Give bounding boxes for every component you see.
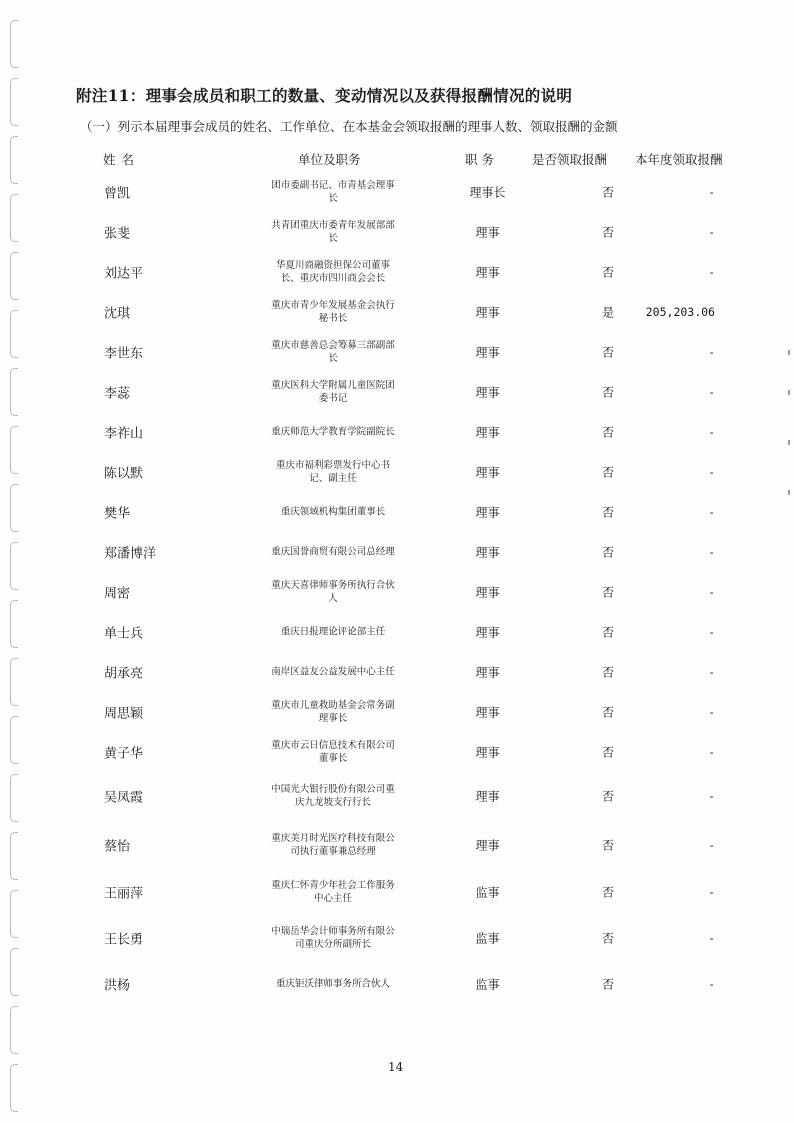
member-position: 理事	[475, 665, 500, 680]
member-unit: 重庆钜沃律师事务所合伙人	[275, 978, 390, 990]
member-amount: -	[708, 345, 715, 359]
member-unit: 共青团重庆市委青年发展部部长	[271, 220, 395, 244]
member-amount: -	[708, 838, 715, 852]
member-unit: 重庆日报理论评论部主任	[280, 626, 386, 638]
member-name: 李祚山	[104, 426, 144, 442]
member-position: 监事	[475, 931, 500, 946]
table-row	[0, 870, 794, 914]
member-name: 黄子华	[104, 746, 144, 762]
page-number: 14	[388, 1060, 404, 1074]
member-name: 张斐	[104, 226, 131, 242]
table-row	[0, 692, 794, 732]
member-amount: -	[708, 745, 715, 759]
member-position: 监事	[475, 977, 500, 992]
table-row	[0, 172, 794, 212]
member-unit: 重庆市青少年发展基金会执行秘书长	[271, 300, 395, 324]
member-position: 理事	[475, 545, 500, 560]
member-paid: 否	[601, 625, 614, 640]
member-position: 理事	[475, 745, 500, 760]
table-row	[0, 412, 794, 452]
member-name: 王丽萍	[104, 886, 144, 902]
table-row	[0, 612, 794, 652]
member-amount: 205,203.06	[645, 305, 715, 319]
table-row	[0, 332, 794, 372]
table-row	[0, 962, 794, 1006]
member-paid: 否	[601, 465, 614, 480]
header-name: 姓名	[103, 152, 141, 167]
member-position: 理事	[475, 705, 500, 720]
member-paid: 否	[601, 745, 614, 760]
member-amount: -	[708, 465, 715, 479]
member-position: 理事	[475, 838, 500, 853]
member-position: 理事	[475, 225, 500, 240]
member-paid: 否	[601, 838, 614, 853]
member-paid: 否	[601, 977, 614, 992]
member-name: 李世东	[104, 346, 144, 362]
member-name: 樊华	[104, 506, 131, 522]
note-subtitle: （一）列示本届理事会成员的姓名、工作单位、在本基金会领取报酬的理事人数、领取报酬的金额	[80, 119, 618, 134]
member-paid: 否	[601, 265, 614, 280]
member-paid: 否	[601, 505, 614, 520]
table-row	[0, 292, 794, 332]
member-position: 理事	[475, 789, 500, 804]
member-position: 理事	[475, 345, 500, 360]
member-name: 郑潘博洋	[104, 546, 157, 562]
member-paid: 否	[601, 185, 614, 200]
member-unit: 重庆医科大学附属儿童医院团委书记	[271, 380, 395, 404]
member-position: 理事	[475, 425, 500, 440]
member-unit: 重庆市云日信息技术有限公司董事长	[271, 740, 395, 764]
member-position: 理事	[475, 625, 500, 640]
member-amount: -	[708, 625, 715, 639]
member-paid: 否	[601, 789, 614, 804]
member-name: 陈以默	[104, 466, 144, 482]
table-row	[0, 772, 794, 820]
member-position: 理事	[475, 505, 500, 520]
member-position: 理事	[475, 385, 500, 400]
member-amount: -	[708, 705, 715, 719]
member-unit: 华夏川商融资担保公司董事长、重庆市四川商会会长	[275, 260, 390, 284]
member-amount: -	[708, 185, 715, 199]
member-name: 单士兵	[104, 626, 144, 642]
member-position: 理事	[475, 465, 500, 480]
member-name: 洪杨	[104, 978, 131, 994]
table-row	[0, 252, 794, 292]
member-amount: -	[708, 385, 715, 399]
member-unit: 重庆国誉商贸有限公司总经理	[271, 546, 395, 558]
member-position: 理事	[475, 585, 500, 600]
table-row	[0, 452, 794, 492]
member-paid: 否	[601, 345, 614, 360]
member-unit: 重庆市慈善总会筹募三部副部长	[271, 340, 395, 364]
member-unit: 重庆仁怀青少年社会工作服务中心主任	[271, 880, 395, 904]
header-amount: 本年度领取报酬	[635, 152, 723, 167]
member-unit: 重庆市儿童救助基金会常务副理事长	[271, 700, 395, 724]
member-paid: 是	[601, 305, 614, 320]
member-amount: -	[708, 789, 715, 803]
member-paid: 否	[601, 665, 614, 680]
member-name: 沈琪	[104, 306, 131, 322]
member-name: 周思颖	[104, 706, 144, 722]
member-unit: 重庆美月时光医疗科技有限公司执行董事兼总经理	[271, 833, 395, 857]
member-unit: 团市委副书记、市青基会理事长	[271, 180, 395, 204]
table-row	[0, 492, 794, 532]
member-unit: 重庆天喜律师事务所执行合伙人	[271, 580, 395, 604]
member-amount: -	[708, 665, 715, 679]
header-unit: 单位及职务	[298, 152, 361, 167]
member-amount: -	[708, 545, 715, 559]
member-name: 吴凤霞	[104, 790, 144, 806]
table-row	[0, 532, 794, 572]
member-unit: 中瑞岳华会计师事务所有限公司重庆分所副所长	[271, 926, 395, 950]
member-paid: 否	[601, 931, 614, 946]
member-position: 理事长	[469, 185, 506, 200]
member-name: 胡承亮	[104, 666, 144, 682]
header-paid: 是否领取报酬	[532, 152, 608, 167]
member-amount: -	[708, 977, 715, 991]
member-position: 理事	[475, 265, 500, 280]
member-amount: -	[708, 425, 715, 439]
member-amount: -	[708, 585, 715, 599]
member-amount: -	[708, 931, 715, 945]
member-paid: 否	[601, 545, 614, 560]
table-row	[0, 914, 794, 962]
member-position: 理事	[475, 305, 500, 320]
member-paid: 否	[601, 385, 614, 400]
member-name: 王长勇	[104, 932, 144, 948]
member-amount: -	[708, 505, 715, 519]
member-amount: -	[708, 225, 715, 239]
table-row	[0, 820, 794, 870]
member-paid: 否	[601, 885, 614, 900]
note-title: 附注11：理事会成员和职工的数量、变动情况以及获得报酬情况的说明	[76, 86, 573, 105]
member-amount: -	[708, 885, 715, 899]
member-unit: 南岸区益友公益发展中心主任	[271, 666, 395, 678]
member-paid: 否	[601, 705, 614, 720]
member-unit: 重庆市福利彩票发行中心书记、副主任	[275, 460, 390, 484]
member-name: 曾凯	[104, 186, 131, 202]
member-unit: 重庆领域机构集团董事长	[280, 506, 386, 518]
member-name: 蔡怡	[104, 839, 131, 855]
member-paid: 否	[601, 585, 614, 600]
member-paid: 否	[601, 225, 614, 240]
table-row	[0, 212, 794, 252]
member-position: 监事	[475, 885, 500, 900]
header-position: 职务	[465, 152, 499, 167]
member-unit: 重庆师范大学教育学院副院长	[271, 426, 395, 438]
table-row	[0, 652, 794, 692]
member-unit: 中国光大银行股份有限公司重庆九龙坡支行行长	[271, 784, 395, 808]
member-amount: -	[708, 265, 715, 279]
table-row	[0, 372, 794, 412]
table-row	[0, 572, 794, 612]
member-name: 刘达平	[104, 266, 144, 282]
member-name: 李蕊	[104, 386, 131, 402]
member-name: 周密	[104, 586, 131, 602]
member-paid: 否	[601, 425, 614, 440]
table-row	[0, 732, 794, 772]
